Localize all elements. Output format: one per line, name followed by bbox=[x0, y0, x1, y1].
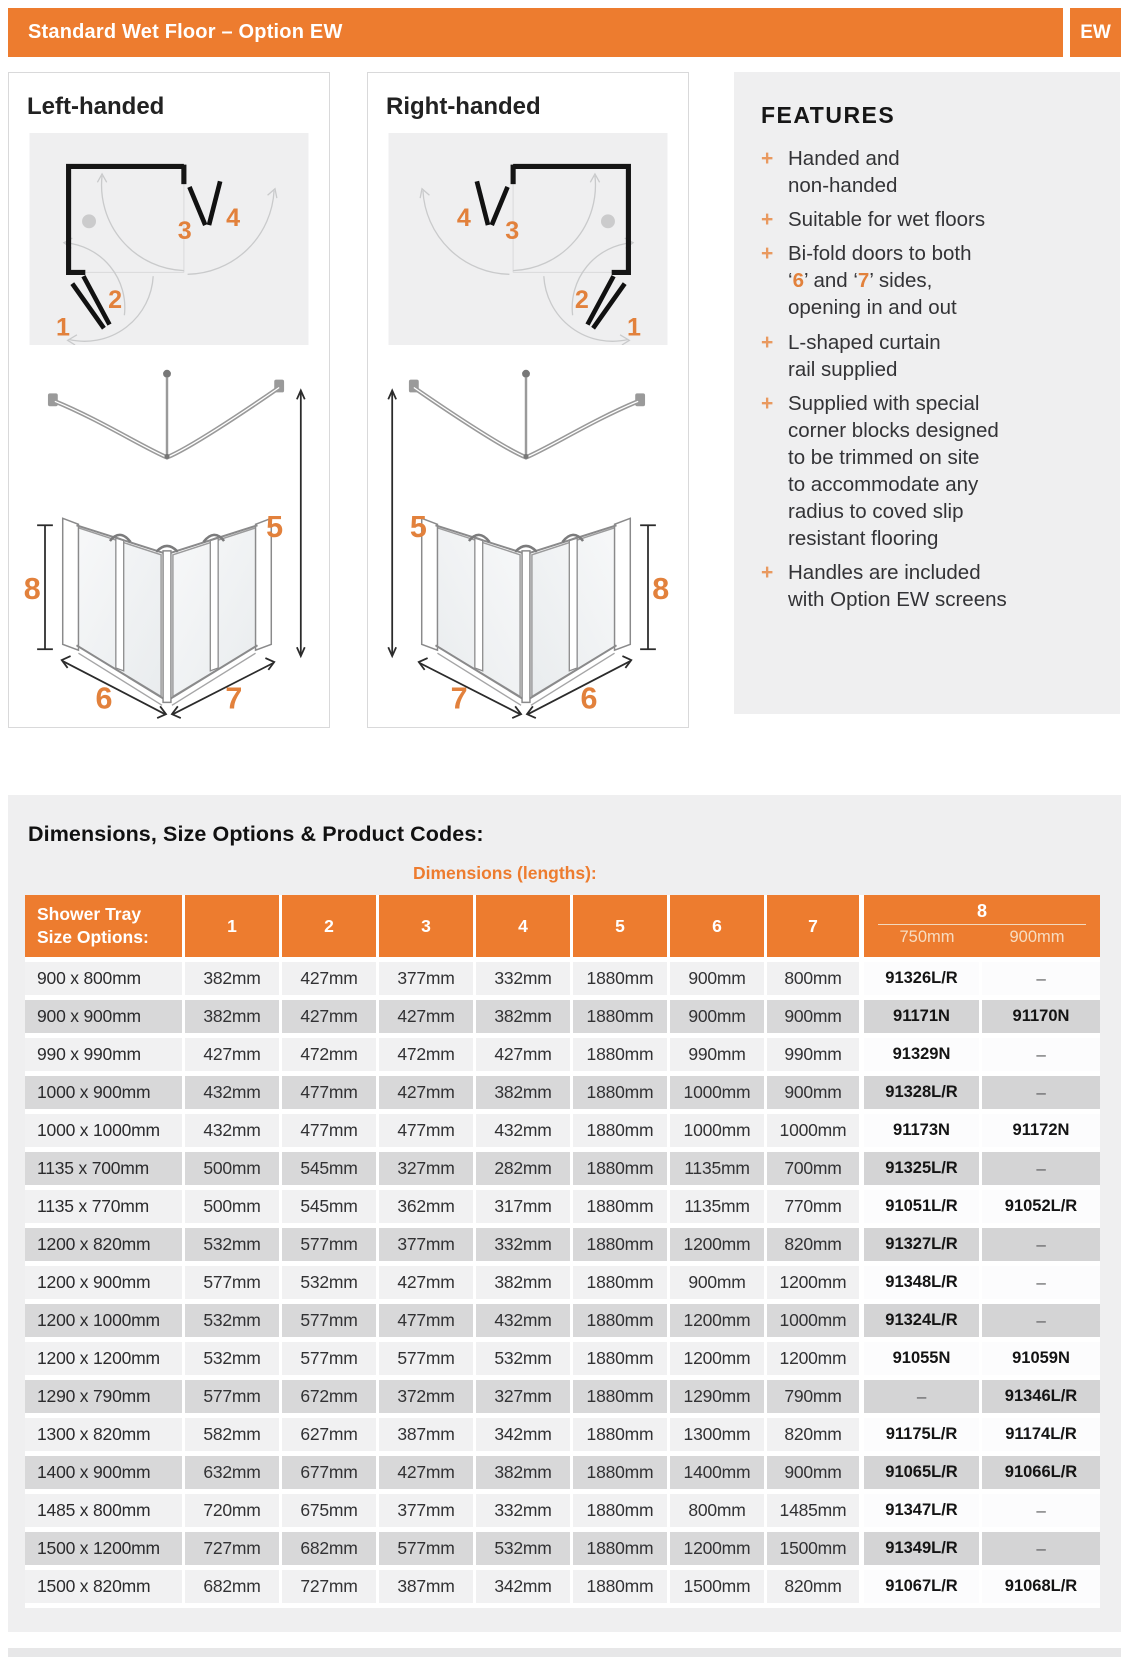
table-row bbox=[25, 1076, 1100, 1114]
dim-cell-1: 532mm bbox=[185, 1304, 282, 1342]
size-cell: 1500 x 1200mm bbox=[25, 1532, 185, 1570]
dim-cell-5: 1880mm bbox=[573, 1038, 670, 1076]
dim-cell-2: 677mm bbox=[282, 1456, 379, 1494]
table-row bbox=[25, 1038, 1100, 1076]
code750-cell: 91065L/R bbox=[864, 1456, 982, 1494]
size-cell: 1290 x 790mm bbox=[25, 1380, 185, 1418]
dim-cell-3: 377mm bbox=[379, 1494, 476, 1532]
iso-label-6: 6 bbox=[580, 681, 598, 716]
dim-cell-7: 700mm bbox=[767, 1152, 864, 1190]
feature-item-6 bbox=[761, 559, 1100, 613]
dim-cell-1: 500mm bbox=[185, 1190, 282, 1228]
table-row bbox=[25, 1304, 1100, 1342]
dim-cell-1: 682mm bbox=[185, 1570, 282, 1608]
dim-cell-7: 1000mm bbox=[767, 1304, 864, 1342]
code750-cell: 91175L/R bbox=[864, 1418, 982, 1456]
dim-cell-6: 900mm bbox=[670, 962, 767, 1000]
dim-cell-6: 800mm bbox=[670, 1494, 767, 1532]
dim-cell-3: 387mm bbox=[379, 1418, 476, 1456]
dim-cell-6: 1135mm bbox=[670, 1152, 767, 1190]
dim-cell-1: 727mm bbox=[185, 1532, 282, 1570]
dim-cell-7: 820mm bbox=[767, 1418, 864, 1456]
dim-cell-3: 372mm bbox=[379, 1380, 476, 1418]
code750-cell: 91171N bbox=[864, 1000, 982, 1038]
right-plan-diagram bbox=[378, 133, 678, 345]
dim-cell-6: 1135mm bbox=[670, 1190, 767, 1228]
size-cell: 1135 x 770mm bbox=[25, 1190, 185, 1228]
dim-cell-7: 900mm bbox=[767, 1076, 864, 1114]
dim-cell-1: 532mm bbox=[185, 1228, 282, 1266]
code750-cell: 91067L/R bbox=[864, 1570, 982, 1608]
feature-text: Supplied with special corner blocks designed to be trimmed on site to accommodate any radius to coved slip resistant flooring bbox=[788, 391, 999, 550]
code900-cell: – bbox=[982, 1532, 1100, 1570]
code900-cell: 91170N bbox=[982, 1000, 1100, 1038]
feature-item-5 bbox=[761, 390, 1100, 552]
size-cell: 990 x 990mm bbox=[25, 1038, 185, 1076]
dim-header-7: 7 bbox=[767, 895, 864, 962]
dim-cell-4: 332mm bbox=[476, 1494, 573, 1532]
size-cell: 1300 x 820mm bbox=[25, 1418, 185, 1456]
right-iso-diagram bbox=[378, 358, 674, 724]
dim-cell-4: 327mm bbox=[476, 1380, 573, 1418]
code750-cell: 91347L/R bbox=[864, 1494, 982, 1532]
feature-text: Suitable for wet floors bbox=[788, 208, 986, 232]
dim-header-5: 5 bbox=[573, 895, 670, 962]
dim-cell-6: 1200mm bbox=[670, 1228, 767, 1266]
dim-cell-5: 1880mm bbox=[573, 1418, 670, 1456]
plus-bullet-icon: + bbox=[761, 208, 774, 232]
feature-item-1 bbox=[761, 145, 1100, 199]
size-cell: 1135 x 700mm bbox=[25, 1152, 185, 1190]
code900-cell: 91052L/R bbox=[982, 1190, 1100, 1228]
code750-cell: 91328L/R bbox=[864, 1076, 982, 1114]
code900-cell: 91174L/R bbox=[982, 1418, 1100, 1456]
table-row bbox=[25, 1532, 1100, 1570]
dim-cell-3: 472mm bbox=[379, 1038, 476, 1076]
dim-cell-4: 382mm bbox=[476, 1266, 573, 1304]
dim-cell-2: 577mm bbox=[282, 1304, 379, 1342]
table-row bbox=[25, 1152, 1100, 1190]
dim-cell-4: 282mm bbox=[476, 1152, 573, 1190]
option-badge: EW bbox=[1070, 8, 1121, 57]
code750-cell: 91348L/R bbox=[864, 1266, 982, 1304]
size-cell: 1200 x 1200mm bbox=[25, 1342, 185, 1380]
left-iso-diagram bbox=[19, 358, 315, 724]
iso-label-8: 8 bbox=[23, 572, 41, 607]
iso-label-7: 7 bbox=[225, 681, 243, 716]
dim-header-8-group bbox=[864, 895, 1100, 962]
features-panel bbox=[734, 72, 1120, 714]
table-row bbox=[25, 1570, 1100, 1608]
dim-cell-5: 1880mm bbox=[573, 1190, 670, 1228]
dim-cell-3: 427mm bbox=[379, 1076, 476, 1114]
dim-cell-7: 1500mm bbox=[767, 1532, 864, 1570]
plus-bullet-icon: + bbox=[761, 560, 774, 584]
page-title: Standard Wet Floor – Option EW bbox=[28, 21, 343, 43]
feature-text: L-shaped curtain rail supplied bbox=[788, 330, 941, 381]
features-heading: FEATURES bbox=[761, 102, 896, 128]
plan-label-3: 3 bbox=[177, 217, 192, 245]
plan-label-2: 2 bbox=[108, 285, 123, 314]
dim-cell-5: 1880mm bbox=[573, 962, 670, 1000]
table-row bbox=[25, 1418, 1100, 1456]
code900-cell: 91066L/R bbox=[982, 1456, 1100, 1494]
dim-header-2: 2 bbox=[282, 895, 379, 962]
size-cell: 1200 x 1000mm bbox=[25, 1304, 185, 1342]
plan-label-4: 4 bbox=[226, 203, 241, 232]
dim-cell-7: 790mm bbox=[767, 1380, 864, 1418]
dim-cell-5: 1880mm bbox=[573, 1494, 670, 1532]
dim-cell-3: 477mm bbox=[379, 1114, 476, 1152]
code750-cell: 91325L/R bbox=[864, 1152, 982, 1190]
dim-cell-3: 387mm bbox=[379, 1570, 476, 1608]
dim-header-8: 8 bbox=[878, 901, 1086, 925]
plan-label-2: 2 bbox=[574, 285, 589, 314]
code750-cell: – bbox=[864, 1380, 982, 1418]
feature-text: Bi-fold doors to both ‘6’ and ‘7’ sides, opening in and out bbox=[788, 242, 972, 320]
table-row bbox=[25, 1456, 1100, 1494]
code900-cell: – bbox=[982, 1228, 1100, 1266]
dim-cell-1: 382mm bbox=[185, 1000, 282, 1038]
dim-cell-6: 1500mm bbox=[670, 1570, 767, 1608]
code900-cell: – bbox=[982, 1266, 1100, 1304]
dim-cell-3: 377mm bbox=[379, 962, 476, 1000]
dim-cell-7: 1200mm bbox=[767, 1266, 864, 1304]
iso-label-5: 5 bbox=[266, 510, 284, 545]
size-cell: 900 x 800mm bbox=[25, 962, 185, 1000]
dim-cell-2: 477mm bbox=[282, 1076, 379, 1114]
page-title-bar bbox=[8, 8, 1063, 57]
code900-cell: – bbox=[982, 1152, 1100, 1190]
dim-cell-7: 1485mm bbox=[767, 1494, 864, 1532]
table-row bbox=[25, 1380, 1100, 1418]
dim-cell-2: 427mm bbox=[282, 1000, 379, 1038]
dim-cell-5: 1880mm bbox=[573, 1114, 670, 1152]
left-handed-title: Left-handed bbox=[27, 93, 165, 120]
dim-cell-1: 532mm bbox=[185, 1342, 282, 1380]
table-row bbox=[25, 1190, 1100, 1228]
dim-cell-7: 990mm bbox=[767, 1038, 864, 1076]
right-handed-panel bbox=[367, 72, 689, 728]
size-options-header bbox=[25, 895, 185, 962]
dim-cell-2: 672mm bbox=[282, 1380, 379, 1418]
dim-cell-6: 1200mm bbox=[670, 1304, 767, 1342]
dim-cell-5: 1880mm bbox=[573, 1342, 670, 1380]
dim-header-1: 1 bbox=[185, 895, 282, 962]
dim-cell-4: 382mm bbox=[476, 1456, 573, 1494]
table-row bbox=[25, 1342, 1100, 1380]
dim-cell-5: 1880mm bbox=[573, 1304, 670, 1342]
plus-bullet-icon: + bbox=[761, 330, 774, 354]
dim-cell-5: 1880mm bbox=[573, 1532, 670, 1570]
feature-item-2 bbox=[761, 206, 1100, 233]
dim-cell-1: 432mm bbox=[185, 1114, 282, 1152]
dim-cell-6: 1290mm bbox=[670, 1380, 767, 1418]
dim-cell-1: 432mm bbox=[185, 1076, 282, 1114]
diagram-section bbox=[8, 72, 1121, 728]
table-row bbox=[25, 1114, 1100, 1152]
size-cell: 1400 x 900mm bbox=[25, 1456, 185, 1494]
dim-cell-7: 900mm bbox=[767, 1456, 864, 1494]
iso-label-7: 7 bbox=[450, 681, 468, 716]
dimensions-section bbox=[8, 795, 1121, 1632]
dim-header-4: 4 bbox=[476, 895, 573, 962]
code900-cell: – bbox=[982, 962, 1100, 1000]
dim-header-6: 6 bbox=[670, 895, 767, 962]
dim-cell-6: 1000mm bbox=[670, 1076, 767, 1114]
dim-cell-6: 900mm bbox=[670, 1266, 767, 1304]
code900-cell: – bbox=[982, 1076, 1100, 1114]
dim-cell-5: 1880mm bbox=[573, 1456, 670, 1494]
dim-cell-7: 820mm bbox=[767, 1570, 864, 1608]
dim-cell-3: 377mm bbox=[379, 1228, 476, 1266]
dim-cell-4: 332mm bbox=[476, 962, 573, 1000]
dim-cell-3: 477mm bbox=[379, 1304, 476, 1342]
dim-cell-6: 1000mm bbox=[670, 1114, 767, 1152]
size-cell: 1000 x 1000mm bbox=[25, 1114, 185, 1152]
code900-cell: – bbox=[982, 1494, 1100, 1532]
plan-label-4: 4 bbox=[456, 203, 471, 232]
table-header-row bbox=[25, 895, 1100, 962]
dim-header-8-900: 900mm bbox=[1009, 928, 1065, 946]
dim-cell-7: 900mm bbox=[767, 1000, 864, 1038]
next-section-edge bbox=[8, 1648, 1121, 1657]
dim-cell-2: 675mm bbox=[282, 1494, 379, 1532]
dim-cell-1: 382mm bbox=[185, 962, 282, 1000]
dim-cell-4: 432mm bbox=[476, 1304, 573, 1342]
dim-cell-7: 770mm bbox=[767, 1190, 864, 1228]
dim-cell-2: 627mm bbox=[282, 1418, 379, 1456]
dim-header-8-750: 750mm bbox=[899, 928, 955, 946]
plan-label-1: 1 bbox=[627, 313, 641, 342]
dim-cell-3: 362mm bbox=[379, 1190, 476, 1228]
code750-cell: 91326L/R bbox=[864, 962, 982, 1000]
dim-cell-4: 432mm bbox=[476, 1114, 573, 1152]
left-handed-panel bbox=[8, 72, 330, 728]
code900-cell: 91068L/R bbox=[982, 1570, 1100, 1608]
dim-cell-6: 1400mm bbox=[670, 1456, 767, 1494]
dim-cell-3: 577mm bbox=[379, 1532, 476, 1570]
feature-item-3 bbox=[761, 240, 1100, 321]
size-options-header-line2: Size Options: bbox=[37, 927, 149, 947]
dim-cell-2: 682mm bbox=[282, 1532, 379, 1570]
dimensions-lengths-label: Dimensions (lengths): bbox=[413, 863, 597, 883]
dim-cell-1: 577mm bbox=[185, 1380, 282, 1418]
dim-cell-2: 427mm bbox=[282, 962, 379, 1000]
dim-cell-5: 1880mm bbox=[573, 1152, 670, 1190]
dim-cell-1: 500mm bbox=[185, 1152, 282, 1190]
size-cell: 1485 x 800mm bbox=[25, 1494, 185, 1532]
dim-cell-4: 427mm bbox=[476, 1038, 573, 1076]
code750-cell: 91173N bbox=[864, 1114, 982, 1152]
plan-label-3: 3 bbox=[505, 217, 520, 245]
dim-cell-5: 1880mm bbox=[573, 1380, 670, 1418]
dim-cell-2: 545mm bbox=[282, 1190, 379, 1228]
iso-label-8: 8 bbox=[652, 572, 670, 607]
features-list bbox=[761, 145, 1100, 613]
right-handed-title: Right-handed bbox=[386, 93, 541, 120]
dim-cell-3: 427mm bbox=[379, 1266, 476, 1304]
left-plan-diagram bbox=[19, 133, 319, 345]
code750-cell: 91327L/R bbox=[864, 1228, 982, 1266]
dim-cell-4: 532mm bbox=[476, 1342, 573, 1380]
dim-cell-7: 820mm bbox=[767, 1228, 864, 1266]
dim-cell-4: 317mm bbox=[476, 1190, 573, 1228]
dim-cell-2: 532mm bbox=[282, 1266, 379, 1304]
dim-cell-4: 342mm bbox=[476, 1418, 573, 1456]
dim-cell-5: 1880mm bbox=[573, 1076, 670, 1114]
dim-cell-2: 577mm bbox=[282, 1228, 379, 1266]
size-cell: 1000 x 900mm bbox=[25, 1076, 185, 1114]
dim-cell-3: 577mm bbox=[379, 1342, 476, 1380]
dim-cell-7: 1200mm bbox=[767, 1342, 864, 1380]
code900-cell: 91059N bbox=[982, 1342, 1100, 1380]
table-heading: Dimensions, Size Options & Product Codes: bbox=[28, 822, 484, 846]
header-bar bbox=[8, 8, 1121, 57]
code750-cell: 91329N bbox=[864, 1038, 982, 1076]
dim-cell-5: 1880mm bbox=[573, 1228, 670, 1266]
iso-label-5: 5 bbox=[409, 510, 427, 545]
table-row bbox=[25, 1266, 1100, 1304]
code750-cell: 91055N bbox=[864, 1342, 982, 1380]
size-cell: 1500 x 820mm bbox=[25, 1570, 185, 1608]
table-row bbox=[25, 1000, 1100, 1038]
table-row bbox=[25, 1494, 1100, 1532]
size-cell: 900 x 900mm bbox=[25, 1000, 185, 1038]
dim-cell-1: 582mm bbox=[185, 1418, 282, 1456]
dim-cell-6: 990mm bbox=[670, 1038, 767, 1076]
dim-cell-1: 577mm bbox=[185, 1266, 282, 1304]
dim-cell-4: 382mm bbox=[476, 1076, 573, 1114]
dimensions-table bbox=[25, 895, 1100, 1608]
size-cell: 1200 x 900mm bbox=[25, 1266, 185, 1304]
dim-cell-4: 342mm bbox=[476, 1570, 573, 1608]
table-row bbox=[25, 962, 1100, 1000]
size-options-header-line1: Shower Tray bbox=[37, 904, 142, 925]
plan-label-1: 1 bbox=[56, 313, 70, 342]
dim-cell-6: 1300mm bbox=[670, 1418, 767, 1456]
code900-cell: 91172N bbox=[982, 1114, 1100, 1152]
code900-cell: 91346L/R bbox=[982, 1380, 1100, 1418]
dim-cell-3: 327mm bbox=[379, 1152, 476, 1190]
size-cell: 1200 x 820mm bbox=[25, 1228, 185, 1266]
table-row bbox=[25, 1228, 1100, 1266]
dim-cell-7: 1000mm bbox=[767, 1114, 864, 1152]
dim-cell-1: 720mm bbox=[185, 1494, 282, 1532]
dim-cell-6: 900mm bbox=[670, 1000, 767, 1038]
dim-cell-5: 1880mm bbox=[573, 1570, 670, 1608]
feature-text: Handed and non-handed bbox=[788, 147, 900, 198]
plus-bullet-icon: + bbox=[761, 147, 774, 170]
plus-bullet-icon: + bbox=[761, 242, 774, 266]
dim-cell-2: 477mm bbox=[282, 1114, 379, 1152]
code900-cell: – bbox=[982, 1038, 1100, 1076]
dim-cell-6: 1200mm bbox=[670, 1342, 767, 1380]
dim-cell-2: 545mm bbox=[282, 1152, 379, 1190]
dim-cell-3: 427mm bbox=[379, 1456, 476, 1494]
dim-cell-2: 577mm bbox=[282, 1342, 379, 1380]
dim-cell-1: 632mm bbox=[185, 1456, 282, 1494]
code750-cell: 91349L/R bbox=[864, 1532, 982, 1570]
dim-cell-3: 427mm bbox=[379, 1000, 476, 1038]
dim-cell-2: 727mm bbox=[282, 1570, 379, 1608]
dim-header-3: 3 bbox=[379, 895, 476, 962]
dim-cell-4: 532mm bbox=[476, 1532, 573, 1570]
feature-item-4 bbox=[761, 329, 1100, 383]
dim-cell-5: 1880mm bbox=[573, 1266, 670, 1304]
dim-cell-7: 800mm bbox=[767, 962, 864, 1000]
dim-cell-5: 1880mm bbox=[573, 1000, 670, 1038]
dim-cell-4: 382mm bbox=[476, 1000, 573, 1038]
code750-cell: 91051L/R bbox=[864, 1190, 982, 1228]
dim-cell-2: 472mm bbox=[282, 1038, 379, 1076]
code900-cell: – bbox=[982, 1304, 1100, 1342]
dim-cell-6: 1200mm bbox=[670, 1532, 767, 1570]
iso-label-6: 6 bbox=[95, 681, 113, 716]
code750-cell: 91324L/R bbox=[864, 1304, 982, 1342]
feature-text: Handles are included with Option EW screens bbox=[788, 560, 1007, 611]
dim-cell-1: 427mm bbox=[185, 1038, 282, 1076]
plus-bullet-icon: + bbox=[761, 391, 774, 415]
dim-cell-4: 332mm bbox=[476, 1228, 573, 1266]
